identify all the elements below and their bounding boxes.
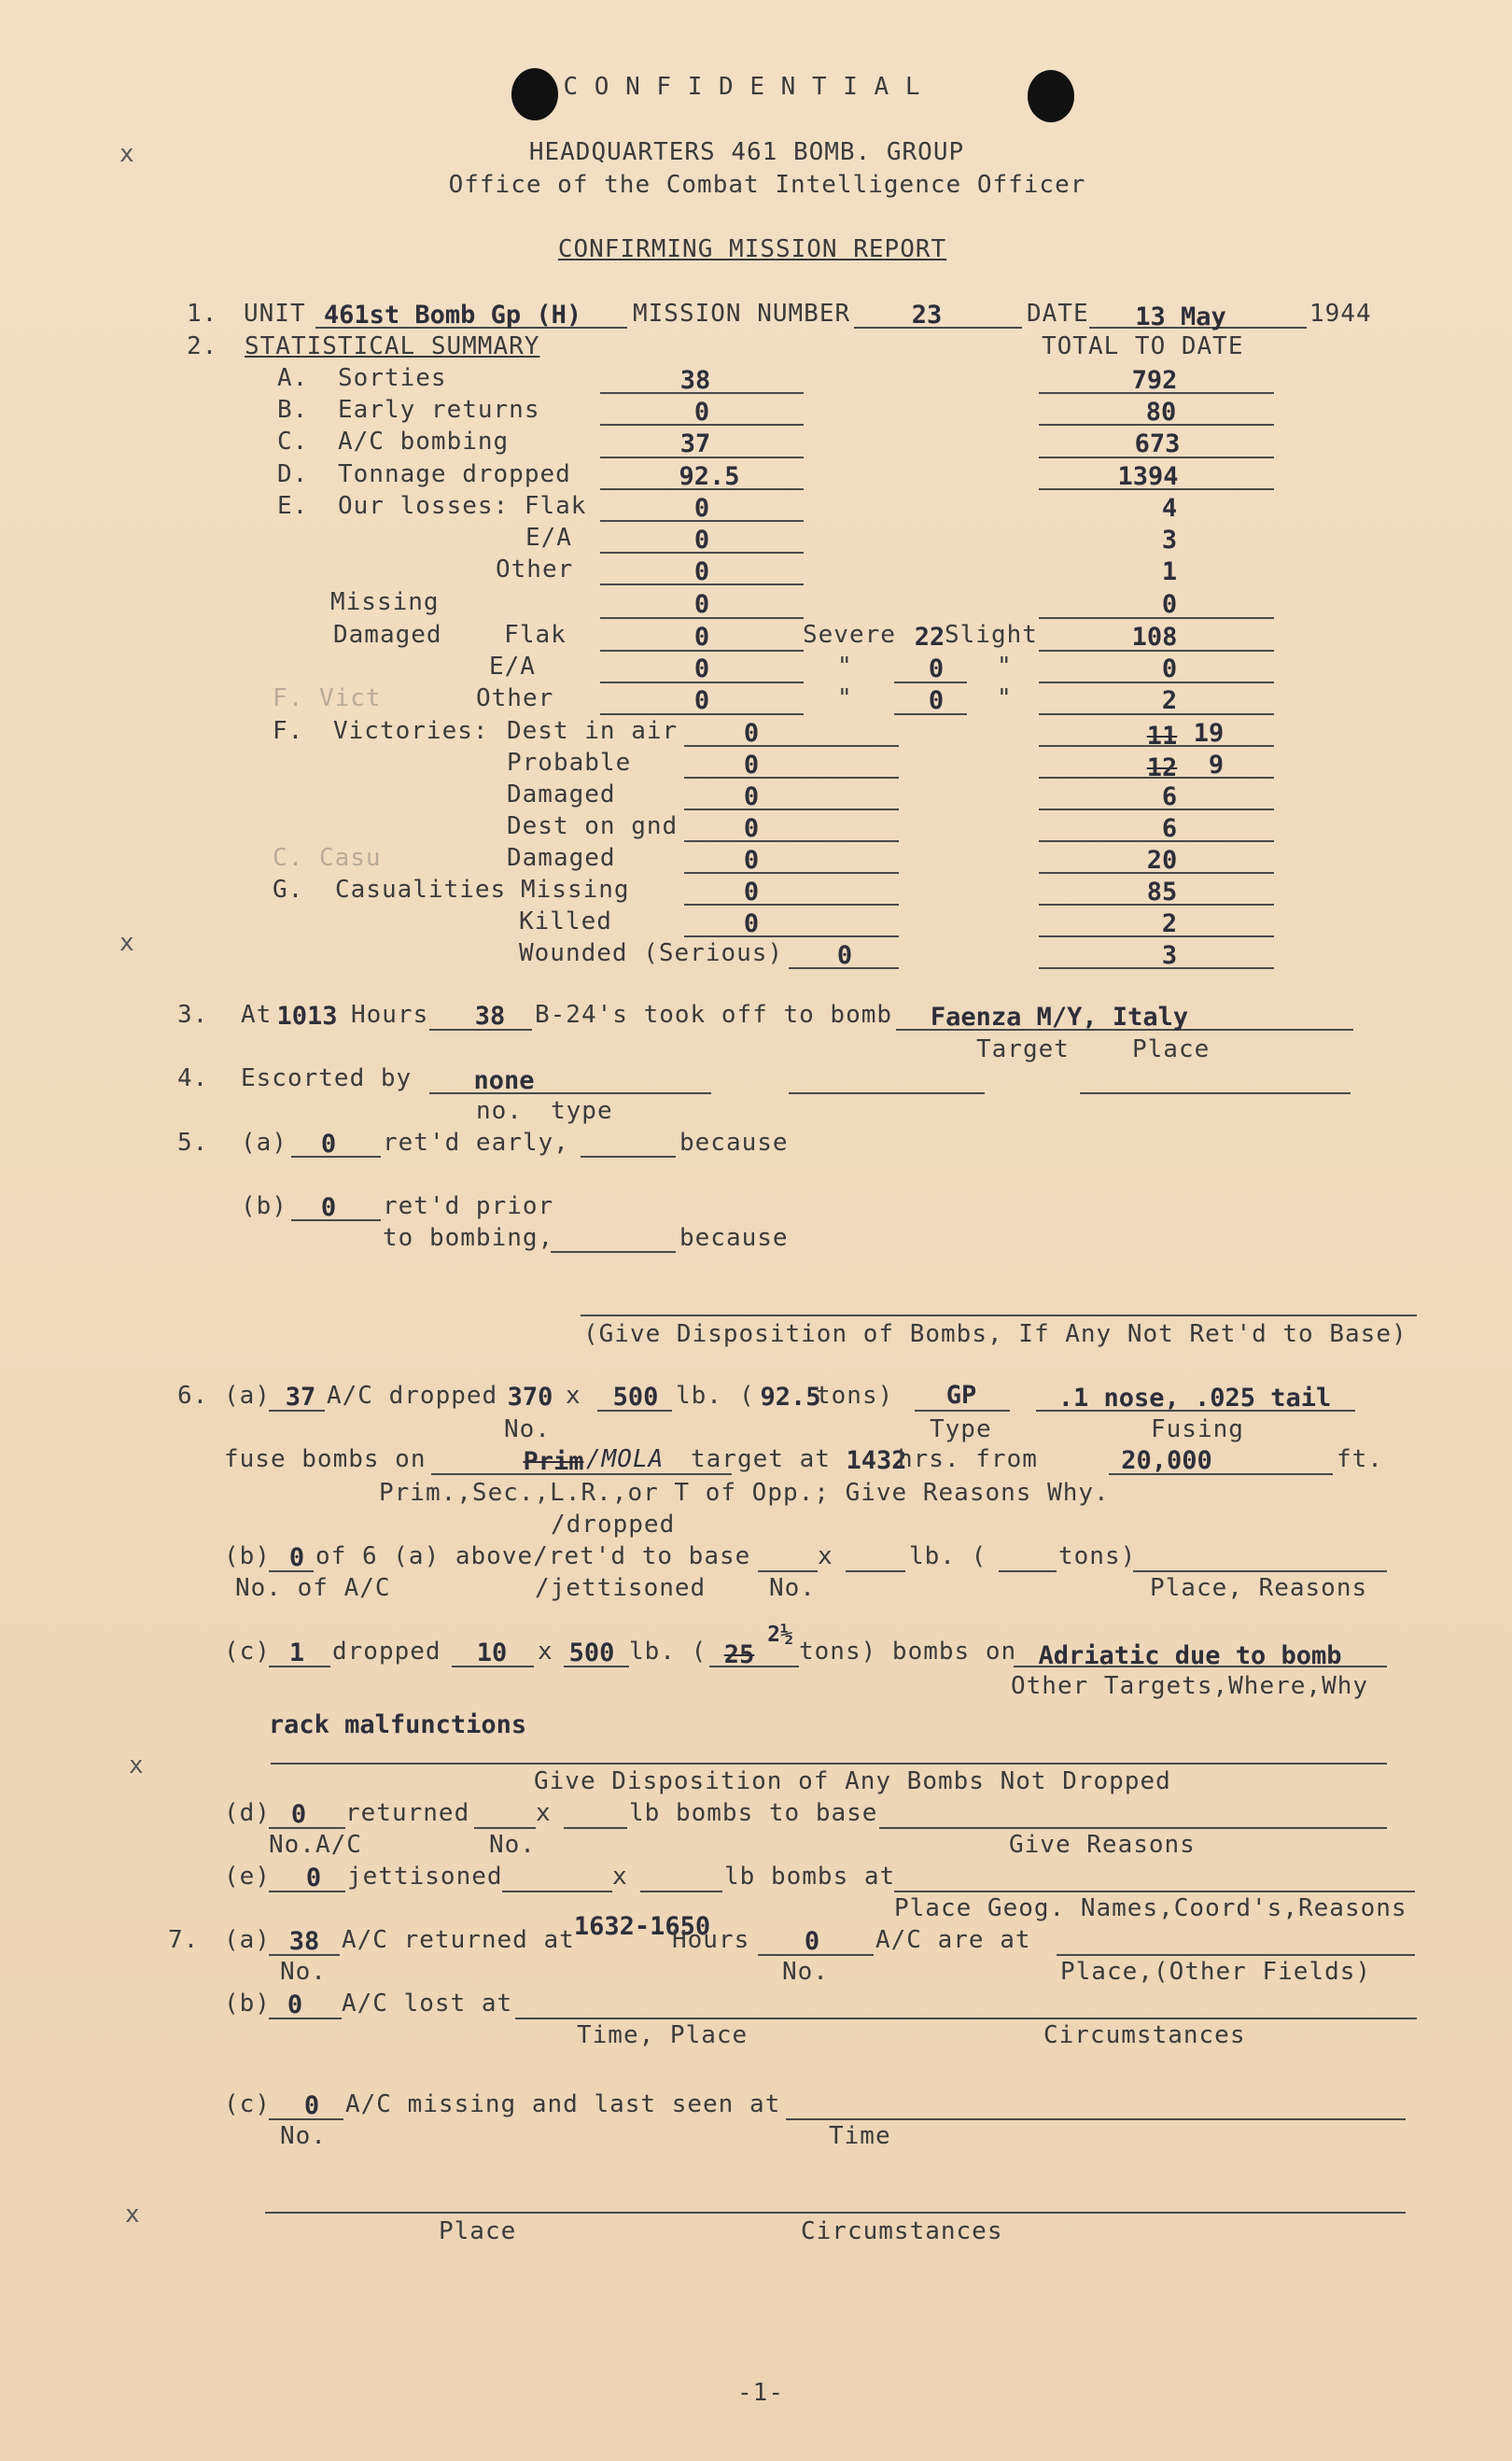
row-prefix: B. <box>277 396 309 424</box>
lb-label: lb. <box>676 1382 722 1410</box>
sub-prefix: (b) <box>224 1990 271 2018</box>
returned-value: 0 <box>288 1543 305 1572</box>
place-reasons-label: Place, Reasons <box>1150 1574 1368 1602</box>
no-label: No. <box>280 2122 327 2150</box>
missing-value: 0 <box>303 2091 320 2120</box>
row-label: Dest in air <box>507 717 679 745</box>
date-value: 13 May <box>1135 302 1226 331</box>
sub-prefix: (c) <box>224 1638 271 1666</box>
bomb-time: 1432 <box>846 1446 907 1475</box>
aircraft-count: 38 <box>474 1002 506 1031</box>
times-sign: x <box>612 1863 628 1891</box>
ditto-mark: " <box>837 684 853 712</box>
lost-value: 0 <box>287 1990 303 2019</box>
fusing-label: Fusing <box>1151 1415 1244 1443</box>
no-ac-label: No. of A/C <box>235 1574 391 1602</box>
faint-text: F. Vict <box>273 684 382 712</box>
times-sign: x <box>818 1542 833 1570</box>
returned-value: 0 <box>290 1800 307 1829</box>
row-value: 0 <box>693 654 710 683</box>
severe-label: Severe <box>803 621 896 649</box>
circumstances-label: Circumstances <box>801 2217 1003 2245</box>
item-number: 7. <box>168 1926 200 1954</box>
escort-label: Escorted by <box>241 1064 413 1092</box>
sub-prefix: (a) <box>224 1382 271 1410</box>
other-target-place: Adriatic due to bomb <box>1038 1641 1342 1670</box>
because-label: because <box>679 1224 789 1252</box>
dropped-caption: /dropped <box>551 1511 676 1539</box>
casualties-label: Casualities <box>335 876 507 904</box>
row-label: Dest on gnd <box>507 812 679 840</box>
row-label: Damaged <box>507 780 616 809</box>
check-mark: x <box>119 140 134 168</box>
other-target-ac: 1 <box>288 1638 305 1667</box>
row-total: 6 <box>1161 814 1178 843</box>
item-number: 4. <box>177 1064 209 1092</box>
row-label: E/A <box>489 653 536 681</box>
tons-label: tons) <box>1058 1542 1137 1570</box>
item-number: 3. <box>177 1001 209 1029</box>
punch-hole-left <box>511 68 558 120</box>
sub-prefix: (a) <box>241 1129 287 1157</box>
other-target-place-cont: rack malfunctions <box>268 1710 527 1739</box>
time-place-label: Time, Place <box>577 2021 749 2049</box>
dropped-text: A/C dropped <box>327 1382 498 1410</box>
missing-text: A/C missing and last seen at <box>345 2090 781 2118</box>
bomb-count: 10 <box>476 1638 508 1667</box>
ditto-mark: " <box>837 653 853 681</box>
times-sign: x <box>566 1382 581 1410</box>
row-total: 9 <box>1208 751 1225 780</box>
item-number: 6. <box>177 1382 209 1410</box>
row-value: 0 <box>693 398 710 427</box>
returned-ac-value: 38 <box>288 1927 320 1956</box>
returned-text: of 6 (a) above/ret'd to base <box>315 1542 751 1570</box>
circumstances-label: Circumstances <box>1043 2021 1246 2049</box>
page-title: CONFIRMING MISSION REPORT <box>557 235 947 263</box>
sub-prefix: (e) <box>224 1863 271 1891</box>
bomb-weight: 500 <box>612 1383 659 1412</box>
hours-label: Hours <box>351 1001 429 1029</box>
tons-value: 2½ <box>767 1623 793 1647</box>
row-label: Killed <box>519 907 612 935</box>
item-number: 5. <box>177 1129 209 1157</box>
no-ac-label: No.A/C <box>269 1831 362 1859</box>
unit-value: 461st Bomb Gp (H) <box>323 301 582 330</box>
punch-hole-right <box>1028 70 1074 122</box>
bomb-weight: 500 <box>568 1638 615 1667</box>
severe-value: 22 <box>914 623 945 652</box>
row-total: 85 <box>1146 878 1178 907</box>
open-paren: ( <box>739 1382 755 1410</box>
sub-prefix: (b) <box>224 1542 271 1570</box>
lb-label: lb. ( <box>909 1542 987 1570</box>
row-total: 3 <box>1161 526 1178 555</box>
jettisoned-caption: /jettisoned <box>535 1574 707 1602</box>
bomb-count: 370 <box>507 1383 553 1412</box>
row-total: 1394 <box>1117 462 1179 491</box>
row-value: 0 <box>836 941 853 970</box>
ditto-mark: " <box>997 684 1013 712</box>
target-label: Target <box>976 1035 1070 1063</box>
prior-return-text: ret'd prior <box>383 1192 554 1220</box>
row-value: 0 <box>743 878 760 907</box>
give-reasons-label: Give Reasons <box>1009 1831 1196 1859</box>
row-label: Missing <box>330 588 440 616</box>
other-targets-caption: Other Targets,Where,Why <box>1011 1672 1369 1700</box>
returned-text: returned <box>345 1799 470 1827</box>
row-prefix: E. <box>277 492 309 520</box>
check-mark: x <box>125 2201 140 2229</box>
bomb-type: GP <box>945 1381 977 1410</box>
takeoff-time: 1013 <box>276 1002 338 1031</box>
mission-value: 23 <box>911 301 943 330</box>
tons-value: 92.5 <box>760 1383 821 1412</box>
row-value: 0 <box>693 590 710 619</box>
row-total: 19 <box>1193 719 1225 748</box>
row-value: 0 <box>693 623 710 652</box>
classification: C O N F I D E N T I A L <box>563 73 921 101</box>
early-return-value: 0 <box>320 1130 337 1159</box>
struck-target: Prim <box>523 1447 584 1476</box>
tons-bombs-on-text: tons) bombs on <box>799 1638 1017 1666</box>
prim-caption: Prim.,Sec.,L.R.,or T of Opp.; Give Reasons Why. <box>379 1479 1110 1507</box>
other-fields-value: 0 <box>804 1927 820 1956</box>
row-label: Tonnage dropped <box>338 460 571 488</box>
office-heading: Office of the Combat Intelligence Officer <box>448 171 1086 199</box>
returned-at-text: A/C returned at <box>342 1926 575 1954</box>
time-label: Time <box>829 2122 891 2150</box>
row-total: 792 <box>1131 366 1178 395</box>
ac-bombing-value: 37 <box>285 1383 316 1412</box>
row-prefix: D. <box>277 460 309 488</box>
struck-tons: 25 <box>723 1640 755 1669</box>
row-label: Other <box>476 684 554 712</box>
row-total: 2 <box>1161 909 1178 938</box>
row-label: A/C bombing <box>338 428 510 456</box>
row-label: Missing <box>521 876 630 904</box>
row-value: 0 <box>743 782 760 811</box>
row-label: E/A <box>525 524 572 552</box>
place-label: Place <box>439 2217 517 2245</box>
row-total: 1 <box>1161 557 1178 586</box>
lost-at-text: A/C lost at <box>342 1990 513 2018</box>
place-label: Place <box>1132 1035 1211 1063</box>
no-label: No. <box>769 1574 816 1602</box>
row-label: Our losses: Flak <box>338 492 587 520</box>
sub-prefix: (d) <box>224 1799 271 1827</box>
mission-label: MISSION NUMBER <box>633 300 851 328</box>
row-total: 6 <box>1161 782 1178 811</box>
no-label: No. <box>489 1831 536 1859</box>
aircraft-text: B-24's took off to bomb <box>535 1001 893 1029</box>
prior-return-value: 0 <box>320 1193 337 1222</box>
row-total: 20 <box>1146 846 1178 875</box>
item-number: 1. <box>187 300 218 328</box>
no-label: No. <box>782 1958 829 1986</box>
place-other-fields-label: Place,(Other Fields) <box>1060 1958 1372 1986</box>
row-value: 0 <box>693 494 710 523</box>
jettisoned-text: jettisoned <box>347 1863 503 1891</box>
type-label: Type <box>930 1415 992 1443</box>
jettisoned-value: 0 <box>305 1863 322 1892</box>
escort-value: none <box>473 1066 535 1095</box>
because-label: because <box>679 1129 789 1157</box>
row-label: Probable <box>507 749 632 777</box>
check-mark: x <box>119 929 134 957</box>
target-value: Faenza M/Y, Italy <box>930 1003 1189 1032</box>
severe-value: 0 <box>928 686 945 715</box>
no-label: no. <box>476 1097 523 1125</box>
row-prefix: G. <box>273 876 304 904</box>
return-time: 1632-1650 <box>573 1912 711 1941</box>
struck-total: 12 <box>1146 753 1178 782</box>
row-total: 0 <box>1161 654 1178 683</box>
hrs-from-label: hrs. from <box>898 1445 1038 1473</box>
row-label: Wounded (Serious) <box>519 939 784 967</box>
row-label: Damaged Flak <box>333 621 567 649</box>
row-total: 3 <box>1161 941 1178 970</box>
unit-label: UNIT <box>244 300 306 328</box>
prior-return-text: to bombing, <box>383 1224 554 1252</box>
at-label: At <box>241 1001 273 1029</box>
row-prefix: F. <box>273 717 304 745</box>
row-value: 0 <box>693 526 710 555</box>
row-value: 37 <box>679 429 711 458</box>
date-label: DATE <box>1027 300 1089 328</box>
altitude-value: 20,000 <box>1121 1446 1212 1475</box>
row-label: Early returns <box>338 396 540 424</box>
row-label: Damaged <box>507 844 616 872</box>
slight-label: Slight <box>945 621 1038 649</box>
lb-bombs-at-text: lb bombs at <box>724 1863 896 1891</box>
ft-label: ft. <box>1337 1445 1383 1473</box>
item-number: 2. <box>187 332 218 360</box>
statistical-summary-label: STATISTICAL SUMMARY <box>245 332 540 360</box>
row-value: 0 <box>693 686 710 715</box>
ditto-mark: " <box>997 653 1013 681</box>
sub-prefix: (c) <box>224 2090 271 2118</box>
give-disposition-caption: Give Disposition of Any Bombs Not Dropped <box>534 1767 1171 1795</box>
place-geog-caption: Place Geog. Names,Coord's,Reasons <box>894 1894 1407 1922</box>
sub-prefix: (b) <box>241 1192 287 1220</box>
tons-label: tons) <box>816 1382 894 1410</box>
row-prefix: C. <box>277 428 309 456</box>
row-total: 673 <box>1134 429 1181 458</box>
row-value: 38 <box>679 366 711 395</box>
row-value: 0 <box>743 751 760 780</box>
hours-label: Hours <box>672 1926 750 1954</box>
target-at-label: target at <box>691 1445 831 1473</box>
row-label: Sorties <box>338 364 447 392</box>
lb-bombs-base-text: lb bombs to base <box>629 1799 878 1827</box>
sub-prefix: (a) <box>224 1926 271 1954</box>
lb-open-paren: lb. ( <box>629 1638 707 1666</box>
row-total: 108 <box>1131 623 1178 652</box>
row-total: 2 <box>1161 686 1178 715</box>
no-label: No. <box>280 1958 327 1986</box>
row-label: Other <box>496 555 574 584</box>
row-total: 80 <box>1145 398 1177 427</box>
times-sign: x <box>536 1799 552 1827</box>
row-value: 0 <box>743 846 760 875</box>
dropped-text: dropped <box>332 1638 441 1666</box>
row-value: 0 <box>743 719 760 748</box>
victories-label: Victories: <box>333 717 489 745</box>
struck-total: 11 <box>1146 722 1178 751</box>
fusing-value: .1 nose, .025 tail <box>1057 1384 1332 1413</box>
row-total: 4 <box>1161 494 1178 523</box>
severe-value: 0 <box>928 654 945 683</box>
row-value: 0 <box>743 814 760 843</box>
fuse-text: fuse bombs on <box>224 1445 427 1473</box>
type-label: type <box>551 1097 613 1125</box>
no-label: No. <box>504 1415 551 1443</box>
page-number: -1- <box>737 2379 784 2407</box>
row-prefix: A. <box>277 364 309 392</box>
row-total: 0 <box>1161 590 1178 619</box>
times-sign: x <box>538 1638 553 1666</box>
early-return-text: ret'd early, <box>383 1129 569 1157</box>
target-type: /MOLA <box>586 1445 665 1473</box>
total-to-date-label: TOTAL TO DATE <box>1042 332 1244 360</box>
row-value: 0 <box>693 557 710 586</box>
year: 1944 <box>1309 300 1372 328</box>
row-value: 0 <box>743 909 760 938</box>
check-mark: x <box>129 1751 144 1779</box>
row-value: 92.5 <box>679 462 740 491</box>
are-at-text: A/C are at <box>875 1926 1031 1954</box>
disposition-caption: (Give Disposition of Bombs, If Any Not Ret'd to Base) <box>583 1320 1407 1348</box>
faint-text: C. Casu <box>273 844 382 872</box>
unit-heading: HEADQUARTERS 461 BOMB. GROUP <box>528 138 965 166</box>
